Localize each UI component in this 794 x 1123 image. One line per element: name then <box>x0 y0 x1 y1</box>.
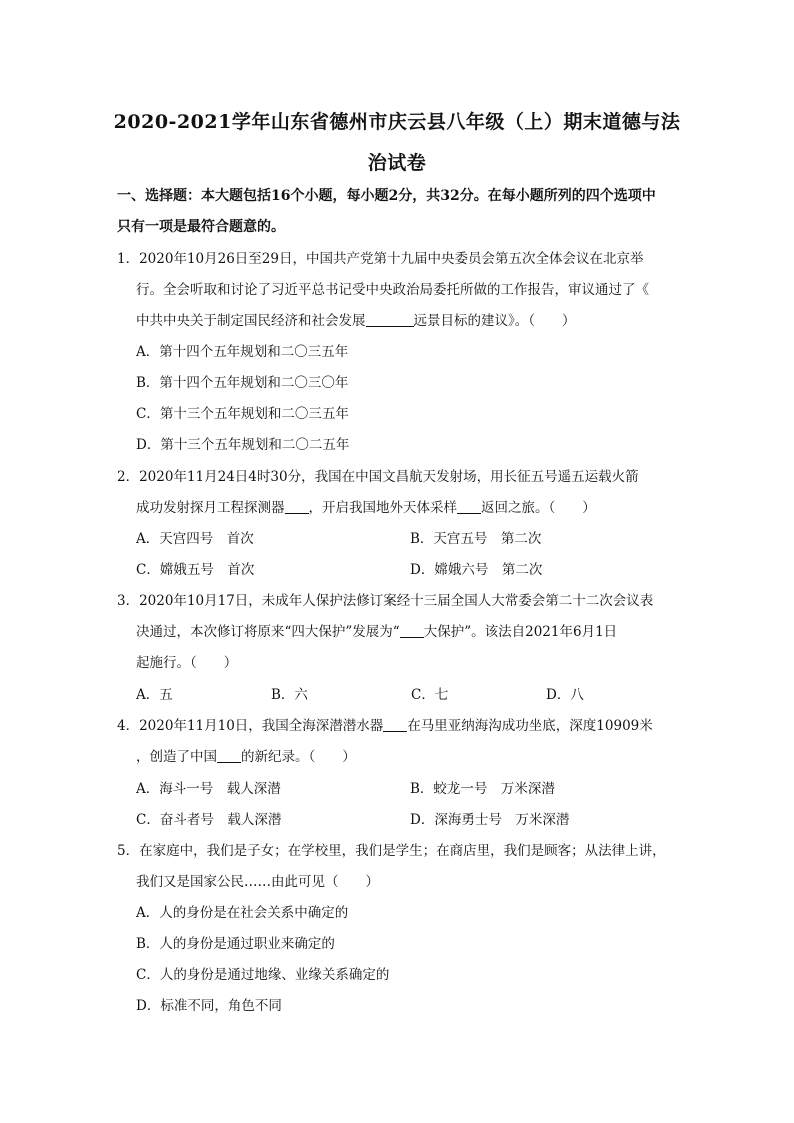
exam-title-line2: 治试卷 <box>367 152 427 174</box>
question-2-line2-part3: 返回之旅。（ ） <box>481 500 596 516</box>
question-5-option-b: B．人的身份是通过职业来确定的 <box>136 936 335 952</box>
exam-title-line1: 2020-2021学年山东省德州市庆云县八年级（上）期末道德与法 <box>113 111 681 133</box>
section-heading-line1: 一、选择题：本大题包括16个小题，每小题2分，共32分。在每小题所列的四个选项中 <box>117 188 656 204</box>
question-4-option-a: A．海斗一号 载人深潜 <box>136 781 281 797</box>
section-heading-line2: 只有一项是最符合题意的。 <box>117 219 285 235</box>
question-3-line2-part2: 大保护”。该法自2021年6月1日 <box>423 624 618 640</box>
question-5-option-d: D．标准不同，角色不同 <box>136 998 282 1014</box>
question-1-line3 <box>136 311 576 331</box>
question-2-option-c: C．嫦娥五号 首次 <box>136 562 255 578</box>
answer-blank <box>383 717 407 732</box>
question-4-line1-part1: 4．2020年11月10日，我国全海深潜潜水器 <box>117 718 384 734</box>
question-3-option-d: D．八 <box>546 687 584 703</box>
question-4-line2-part2: 的新纪录。（ ） <box>241 749 356 765</box>
question-1-option-a: A．第十四个五年规划和二〇三五年 <box>136 344 349 360</box>
question-4-option-d: D．深海勇士号 万米深潜 <box>410 812 570 828</box>
question-4-option-b: B．蛟龙一号 万米深潜 <box>410 781 555 797</box>
question-2-line2-part1: 成功发射探月工程探测器 <box>136 500 285 516</box>
question-3-option-b: B．六 <box>271 687 308 703</box>
question-5-line2: 我们又是国家公民……由此可见（ ） <box>136 874 379 890</box>
question-3-option-a: A．五 <box>136 687 173 703</box>
question-4-line2 <box>136 747 356 767</box>
question-2-line2 <box>136 498 596 518</box>
question-2-option-a: A．天宫四号 首次 <box>136 531 254 547</box>
question-3-line1: 3．2020年10月17日，未成年人保护法修订案经十三届全国人大常委会第二十二次会议表 <box>117 593 654 609</box>
question-2-option-d: D．嫦娥六号 第二次 <box>410 562 543 578</box>
question-1-option-d: D．第十三个五年规划和二〇二五年 <box>136 437 350 453</box>
question-1-line3-part1: 中共中央关于制定国民经济和社会发展 <box>136 313 366 329</box>
question-2-line2-part2: ，开启我国地外天体采样 <box>308 500 457 516</box>
question-5-option-c: C．人的身份是通过地缘、业缘关系确定的 <box>136 967 390 983</box>
question-1-option-b: B．第十四个五年规划和二〇三〇年 <box>136 375 349 391</box>
question-5-option-a: A．人的身份是在社会关系中确定的 <box>136 905 349 921</box>
question-1-option-c: C．第十三个五年规划和二〇三五年 <box>136 406 349 422</box>
answer-blank <box>217 748 241 763</box>
question-5-line1: 5．在家庭中，我们是子女；在学校里，我们是学生；在商店里，我们是顾客；从法律上讲， <box>117 843 666 859</box>
question-3-line2-part1: 决通过，本次修订将原来“四大保护”发展为“ <box>136 624 400 640</box>
answer-blank <box>366 312 414 327</box>
answer-blank <box>457 499 481 514</box>
question-3-option-c: C．七 <box>411 687 449 703</box>
answer-blank <box>400 623 424 638</box>
question-2-line1: 2．2020年11月24日4时30分，我国在中国文昌航天发射场，用长征五号遥五运载火箭 <box>117 469 639 485</box>
question-4-line1-part2: 在马里亚纳海沟成功坐底，深度10909米 <box>407 718 653 734</box>
question-2-option-b: B．天宫五号 第二次 <box>410 531 542 547</box>
question-1-line3-part2: 远景目标的建议》。（ ） <box>413 313 576 329</box>
question-4-line1 <box>117 716 653 736</box>
question-3-line2 <box>136 622 617 642</box>
question-1-line2: 行。全会听取和讨论了习近平总书记受中央政治局委托所做的工作报告，审议通过了《 <box>136 282 649 298</box>
answer-blank <box>285 499 309 514</box>
question-3-line3: 起施行。（ ） <box>136 655 238 671</box>
question-4-option-c: C．奋斗者号 载人深潜 <box>136 812 282 828</box>
question-4-line2-part1: ，创造了中国 <box>136 749 217 765</box>
question-1-line1: 1．2020年10月26日至29日，中国共产党第十九届中央委员会第五次全体会议在北京举 <box>117 251 644 267</box>
